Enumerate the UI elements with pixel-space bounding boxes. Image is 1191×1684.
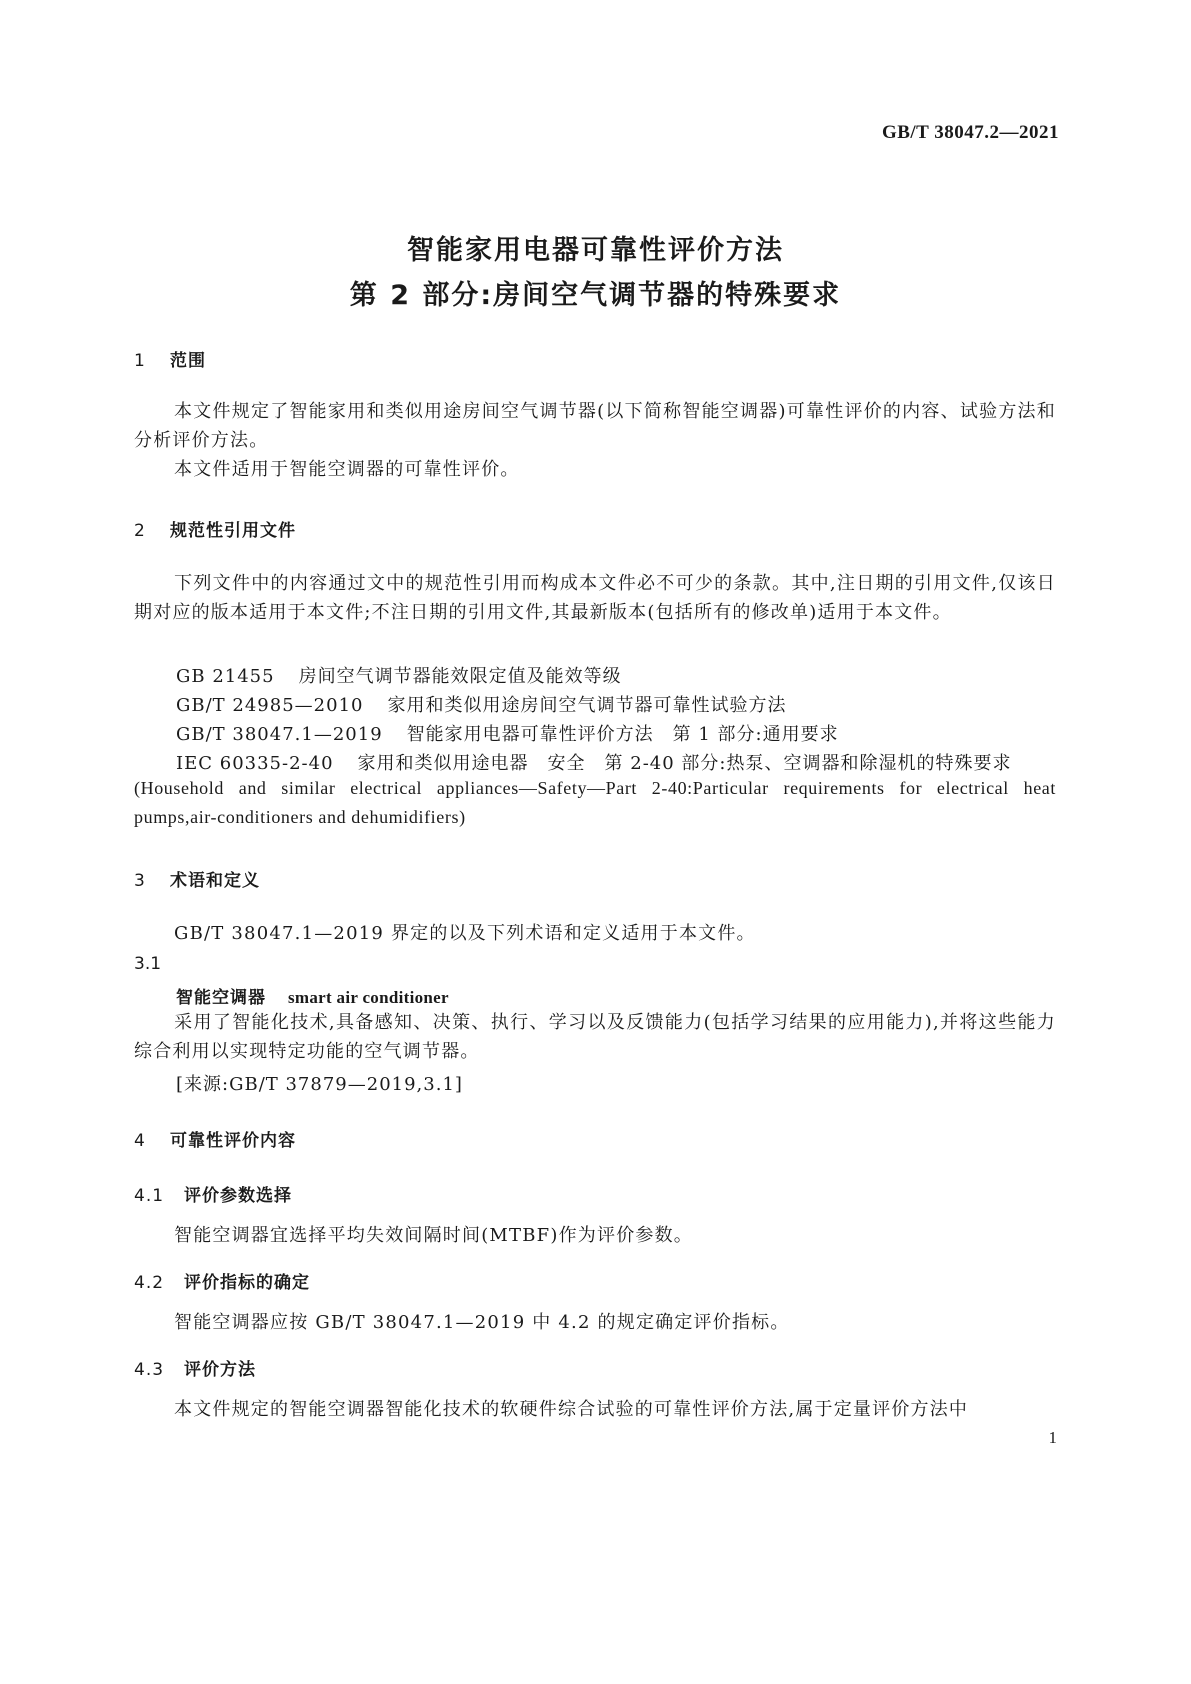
- paragraph-text: 本文件规定了智能家用和类似用途房间空气调节器(以下简称智能空调器)可靠性评价的内容、试验方法和分析评价方法。: [134, 401, 1056, 451]
- section-4-3-heading: [134, 1355, 256, 1380]
- term-chinese: 智能空调器: [176, 988, 266, 1008]
- reference-english-title: (Household and similar electrical appliances—Safety—Part 2-40:Particular requirements for electrical heat pumps,air-conditioners and dehumidifiers): [134, 778, 1056, 827]
- section-number: 4: [134, 1131, 146, 1151]
- terms-paragraph: [134, 919, 1056, 948]
- paragraph-text: 本文件规定的智能空调器智能化技术的软硬件综合试验的可靠性评价方法,属于定量评价方法中: [174, 1399, 969, 1420]
- reference-item: [176, 720, 839, 746]
- section-4-1-paragraph: [134, 1221, 1056, 1250]
- reference-code: GB/T 38047.1—2019: [176, 724, 383, 745]
- term-english: smart air conditioner: [288, 988, 449, 1007]
- section-title: 评价指标的确定: [184, 1273, 310, 1293]
- section-title: 术语和定义: [170, 871, 260, 891]
- section-4-1-heading: [134, 1181, 292, 1206]
- document-title: 智能家用电器可靠性评价方法: [407, 235, 784, 266]
- section-4-2-paragraph: [134, 1308, 1056, 1337]
- reference-item: [176, 691, 786, 717]
- term-heading: [176, 983, 449, 1008]
- term-source: [来源:GB/T 37879—2019,3.1]: [176, 1074, 463, 1095]
- paragraph-text: 本文件适用于智能空调器的可靠性评价。: [174, 459, 520, 480]
- reference-code: GB/T 24985—2010: [176, 695, 364, 716]
- paragraph-text: 智能空调器宜选择平均失效间隔时间(MTBF)作为评价参数。: [174, 1225, 693, 1246]
- section-title: 评价方法: [184, 1360, 256, 1380]
- section-1-heading: [134, 346, 206, 371]
- scope-paragraph-1: [134, 397, 1056, 455]
- reference-code: IEC 60335-2-40: [176, 753, 334, 774]
- section-4-2-heading: [134, 1268, 310, 1293]
- document-subtitle: 第 2 部分:房间空气调节器的特殊要求: [349, 280, 842, 311]
- section-4-heading: [134, 1126, 296, 1151]
- reference-title: 家用和类似用途房间空气调节器可靠性试验方法: [387, 695, 787, 716]
- normative-references-paragraph: [134, 569, 1056, 627]
- reference-item: [176, 749, 1011, 775]
- section-title: 可靠性评价内容: [170, 1131, 296, 1151]
- reference-code: GB 21455: [176, 666, 275, 687]
- reference-title: 智能家用电器可靠性评价方法 第 1 部分:通用要求: [406, 724, 839, 745]
- scope-paragraph-2: [134, 455, 1056, 484]
- page-number: 1: [1048, 1428, 1057, 1447]
- standard-code: GB/T 38047.2—2021: [881, 122, 1059, 143]
- section-title: 规范性引用文件: [170, 521, 296, 541]
- section-number: 4.1: [134, 1186, 165, 1206]
- section-2-heading: [134, 516, 296, 541]
- reference-item: [176, 662, 622, 688]
- paragraph-text: GB/T 38047.1—2019 界定的以及下列术语和定义适用于本文件。: [174, 923, 756, 944]
- section-number: 4.3: [134, 1360, 165, 1380]
- section-3-heading: [134, 866, 260, 891]
- paragraph-text: 智能空调器应按 GB/T 38047.1—2019 中 4.2 的规定确定评价指标。: [174, 1312, 790, 1333]
- reference-title: 家用和类似用途电器 安全 第 2-40 部分:热泵、空调器和除湿机的特殊要求: [357, 753, 1012, 774]
- section-4-3-paragraph: [134, 1395, 1056, 1424]
- section-number: 1: [134, 351, 146, 371]
- section-title: 评价参数选择: [184, 1186, 292, 1206]
- term-definition: [134, 1008, 1056, 1066]
- term-number: 3.1: [134, 954, 162, 974]
- section-number: 4.2: [134, 1273, 165, 1293]
- paragraph-text: 采用了智能化技术,具备感知、决策、执行、学习以及反馈能力(包括学习结果的应用能力),并将这些能力综合利用以实现特定功能的空气调节器。: [134, 1012, 1056, 1062]
- paragraph-text: 下列文件中的内容通过文中的规范性引用而构成本文件必不可少的条款。其中,注日期的引用文件,仅该日期对应的版本适用于本文件;不注日期的引用文件,其最新版本(包括所有的修改单)适用于本文件。: [134, 573, 1056, 623]
- section-title: 范围: [170, 351, 206, 371]
- reference-title: 房间空气调节器能效限定值及能效等级: [298, 666, 622, 687]
- section-number: 3: [134, 871, 146, 891]
- section-number: 2: [134, 521, 146, 541]
